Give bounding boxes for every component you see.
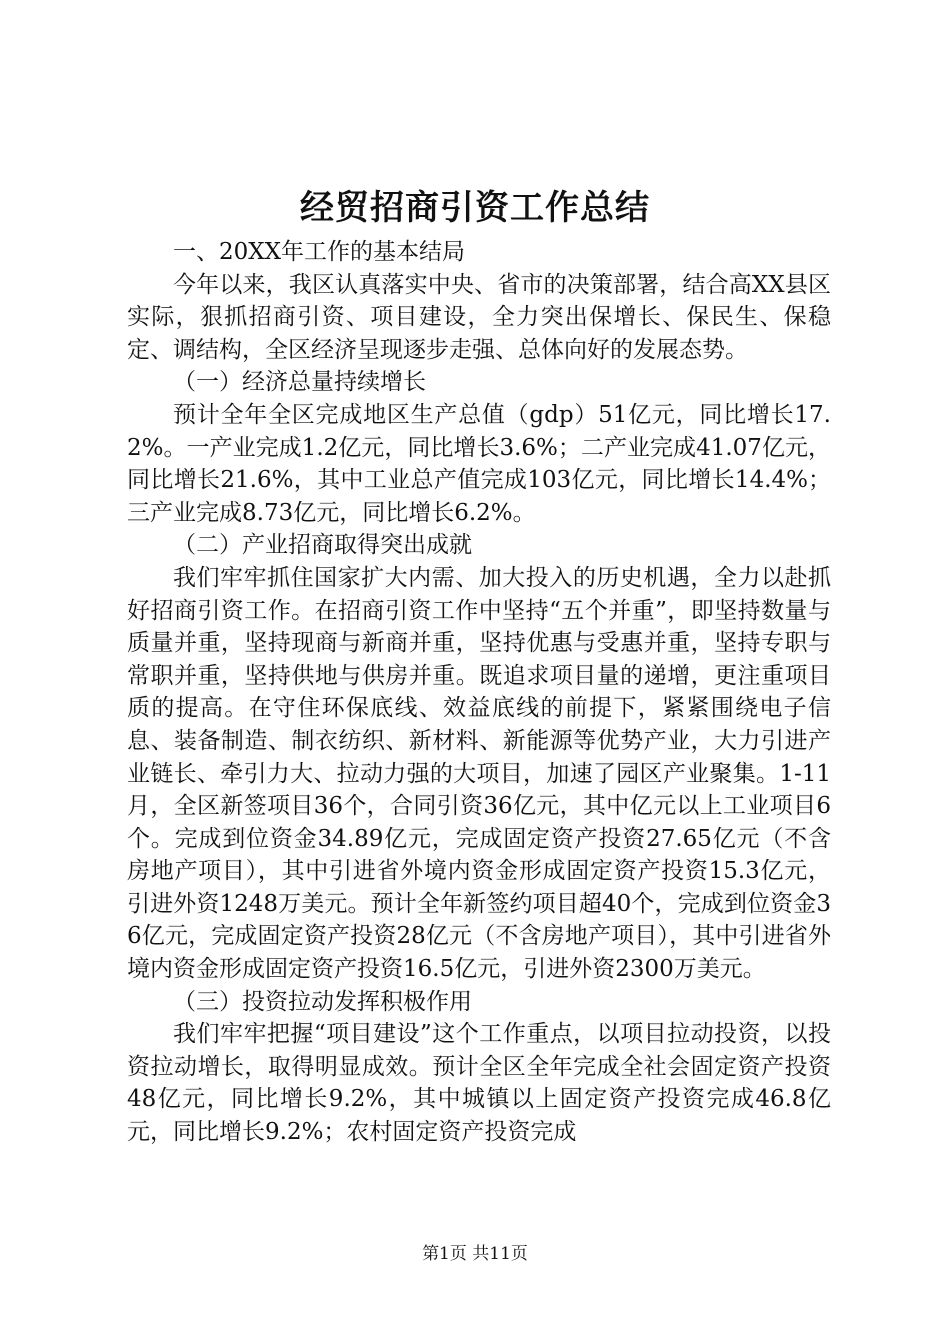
- paragraph-investment-driven: 我们牢牢把握“项目建设”这个工作重点，以项目拉动投资，以投资拉动增长，取得明显成效。预计全区全年完成全社会固定资产投资48亿元，同比增长9.2%，其中城镇以上固定资产投资完成46.8亿元，同比增长9.2%；农村固定资产投资完成: [127, 1021, 831, 1146]
- section-heading-investment-driven: （三）投资拉动发挥积极作用: [173, 988, 472, 1015]
- section-heading-economy: （一）经济总量持续增长: [173, 369, 426, 396]
- paragraph-overview: 今年以来，我区认真落实中央、省市的决策部署，结合高XX县区实际，狠抓招商引资、项目建设，全力突出保增长、保民生、保稳定、调结构，全区经济呈现逐步走强、总体向好的发展态势。: [127, 271, 831, 363]
- paragraph-investment-promotion: 我们牢牢抓住国家扩大内需、加大投入的历史机遇，全力以赴抓好招商引资工作。在招商引资工作中坚持“五个并重”，即坚持数量与质量并重，坚持现商与新商并重，坚持优惠与受惠并重，坚持专职与常职并重，坚持供地与供房并重。既追求项目量的递增，更注重项目质的提高。在守住环保底线、效益底线的前提下，紧紧围绕电子信息、装备制造、制衣纺织、新材料、新能源等优势产业，大力引进产业链长、牵引力大、拉动力强的大项目，加速了园区产业聚集。1-11月，全区新签项目36个，合同引资36亿元，其中亿元以上工业项目6个。完成到位资金34.89亿元，完成固定资产投资27.65亿元（不含房地产项目），其中引进省外境内资金形成固定资产投资15.3亿元，引进外资1248万美元。预计全年新签约项目超40个，完成到位资金36亿元，完成固定资产投资28亿元（不含房地产项目），其中引进省外境内资金形成固定资产投资16.5亿元，引进外资2300万美元。: [127, 564, 831, 983]
- section-heading-summary: 一、20XX年工作的基本结局: [173, 239, 466, 265]
- document-title: 经贸招商引资工作总结: [300, 188, 650, 228]
- document-body: [127, 236, 831, 1149]
- paragraph-economy: 预计全年全区完成地区生产总值（gdp）51亿元，同比增长17.2%。一产业完成1.2亿元，同比增长3.6%；二产业完成41.07亿元，同比增长21.6%，其中工业总产值完成103亿元，同比增长14.4%；三产业完成8.73亿元，同比增长6.2%。: [127, 401, 831, 526]
- section-heading-investment-promotion: （二）产业招商取得突出成就: [173, 532, 472, 559]
- page-number-footer: 第1页 共11页: [422, 1244, 528, 1264]
